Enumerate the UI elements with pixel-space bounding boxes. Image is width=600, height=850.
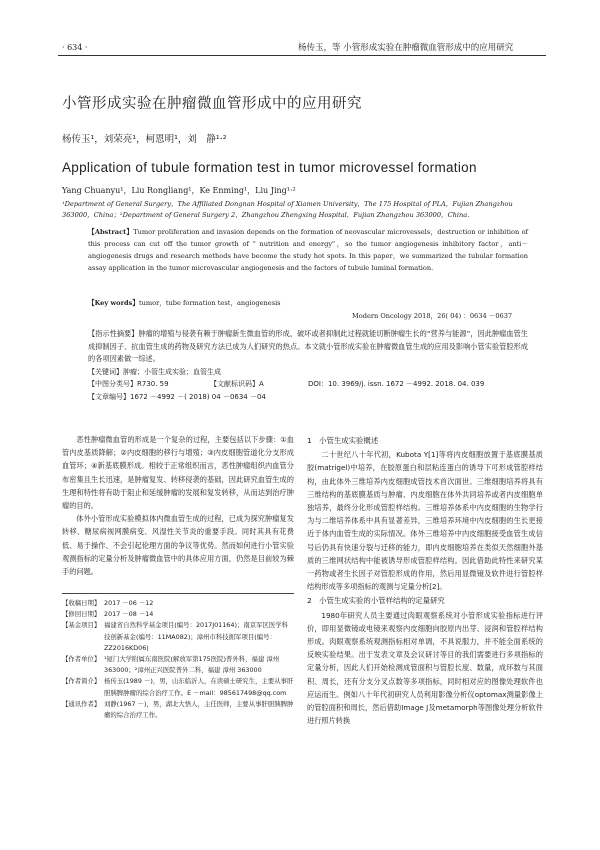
right-column — [307, 433, 543, 727]
article-number — [88, 391, 528, 404]
affiliations-en: ¹Department of General Surgery，The Affiliated Dongnan Hospital of Xiamen University，The 175 Hospital of PLA，Fujian Zhangzhou 363000，China；²Department of General Surgery 2，Zhangzhou Zhengxing Hospital，Fujian Zhangzhou 363000，China. — [62, 200, 513, 219]
authors-cn: 杨传玉¹，刘荣亮¹，柯恩明¹，刘 静¹·² — [62, 134, 227, 145]
footnote-label: 【收稿日期】 — [62, 599, 101, 607]
intro-paragraph: 体外小管形成实验模拟体内微血管生成的过程，已成为探究肿瘤复发转移、糖尿病视网膜病变、风湿性关节炎的重要手段。同时其具有花费低、易于操作、不会引起伦理方面的争议等优势。然而如何进行小管实验观测指标的定量分析及肿瘤微血管中的具体应用方面，仍然是目前较为棘手的问题。 — [62, 514, 294, 577]
footnote-value: 杨传玉(1989 －)，男，山东临沂人，在读硕士研究生，主要从事肝胆胰脾肿瘤的综合治疗工作。E －mail：985617498@qq.com — [104, 677, 294, 697]
abstract-en-label: 【Abstract】 — [88, 228, 134, 236]
section-1-text: 二十世纪八十年代初，Kubota Y[1]等将内皮细胞放置于基底膜基质胶(matrigel)中培养，在胶原蛋白和层粘连蛋白的诱导下可形成管腔样结构，由此体外三维培养内皮细胞成管技术首次面世。三维细胞培养将具有三维结构的基底膜基质与肿瘤、内皮细胞在体外共同培养或者内皮细胞单独培养，最终分化形成管腔样结构。三维培养体系中内皮细胞的生物学行为与二维培养体系中具有显著差异，三维培养环境中内皮细胞的生长更接近于体内血管生成的实际情况。体外三维培养中内皮细胞接受血管生成信号后仍具有快速分裂与迁移的能力，即内皮细胞培养在类似天然细胞外基质的三维网状结构中能被诱导形成管腔样结构。因此借助此特性来研究某一药物或者生长因子对管腔形成的作用，然后用显微镜及软件进行管腔样结构形成等多项指标的观测与定量分析[2]。 — [307, 450, 543, 592]
footnote-revised — [62, 609, 294, 620]
article-number-value: 1672 －4992 －( 2018) 04 －0634 －04 — [130, 392, 266, 401]
footnote-funding — [62, 620, 294, 654]
keywords-cn — [88, 366, 528, 379]
left-column — [62, 433, 294, 578]
footnotes — [62, 598, 294, 721]
section-2-heading: 2 小管生成实验的小管样结构的定量研究 — [307, 596, 445, 606]
doi-value: 10. 3969/j. issn. 1672 －4992. 2018. 04. 039 — [327, 380, 485, 389]
footnote-received — [62, 598, 294, 609]
journal-citation: Modern Oncology 2018，26( 04) ：0634 －0637 — [352, 312, 513, 320]
clc-code — [88, 378, 210, 391]
footnote-author-bio — [62, 676, 294, 698]
section-2-text: 1980年研究人员主要通过肉眼观察系统对小管形成实验指标进行评价，即用显微镜或电镜来观察内皮细胞向胶原内出芽、浸润和管腔样结构形成。肉眼观察系统观测指标相对单调，不具说服力，并不能全面系统的反映实验结果。出于发表文章及会议研讨等目的我们需要进行多项指标的定量分析，因此人们开始检测成管面积与管腔长度、数量，成环数与其面积、周长，还有分支分叉点数等多项指标，同时相对应的图像处理软件也应运而生。例如八十年代初研究人员利用影像分析仪optomax测量影像上的管腔面积和周长，然后借助Image J及metamorph等图像处理分析软件进行照片转换 — [307, 610, 543, 726]
section-1-heading: 1 小管生成实验概述 — [307, 436, 379, 445]
abstract-en — [88, 226, 528, 274]
footnote-value: ¹厦门大学附属东南医院(解放军第175医院)普外科，福建 漳州 363000；²漳州正兴医院普外二科，福建 漳州 363000 — [104, 655, 280, 675]
abstract-cn — [88, 328, 528, 404]
classification-row — [88, 378, 528, 391]
doc-code — [210, 378, 308, 391]
doc-label: 【文献标识码】 — [210, 380, 259, 389]
abstract-cn-text: 肿瘤的增殖与侵袭有赖于肿瘤新生微血管的形成，破坏或者抑制此过程就能切断肿瘤生长的“营养与能源”，因此肿瘤血管生成抑制因子、抗血管生成的药物及研究方法已成为人们研究的热点。本文就小管形成实验在肿瘤微血管生成的应用及影响小管实验管腔形成的各项因素做一综述。 — [88, 329, 528, 364]
footnote-divider — [62, 593, 294, 594]
doi — [308, 378, 484, 391]
running-title: 杨传玉，等 小管形成实验在肿瘤微血管形成中的应用研究 — [298, 43, 514, 53]
page-number: · 634 · — [62, 43, 88, 52]
keywords-cn-text: 肿瘤；小管生成实验；血管生成 — [123, 367, 221, 376]
clc-value: R730. 59 — [137, 380, 169, 389]
clc-label: 【中图分类号】 — [88, 380, 137, 389]
article-title-cn: 小管形成实验在肿瘤微血管形成中的应用研究 — [62, 96, 362, 112]
footnote-label: 【作者单位】 — [62, 655, 101, 664]
footnote-label: 【通讯作者】 — [62, 699, 101, 708]
header-divider — [58, 55, 546, 56]
footnote-value: 2017 －08 －14 — [104, 610, 154, 619]
footnote-label: 【基金项目】 — [62, 621, 101, 630]
article-number-label: 【文章编号】 — [88, 392, 130, 401]
footnote-label: 【作者简介】 — [62, 677, 101, 686]
footnote-affiliation — [62, 654, 294, 676]
doc-value: A — [259, 380, 264, 389]
keywords-cn-label: 【关键词】 — [88, 367, 123, 376]
abstract-cn-label: 【指示性摘要】 — [88, 329, 139, 338]
footnote-value: 2017 －06 －12 — [104, 599, 154, 607]
footnote-value: 刘静(1967 －)，男，湖北大悟人，主任医师，主要从事肝胆胰脾肿瘤的综合治疗工作。 — [104, 699, 294, 720]
keywords-en — [88, 297, 528, 307]
intro-paragraph: 恶性肿瘤微血管的形成是一个复杂的过程，主要包括以下步骤：①血管内皮基质降解；②内皮细胞的移行与增殖；③内皮细胞管道化分支形成血管环；④新基底膜形成。相较于正常组织而言，恶性肿瘤组织内血管分布密集且生长迅速，是肿瘤复发、转移侵袭的基础，因此研究血管生成的生理和特性将有助于阻止和延缓肿瘤的发展和复发转移，从而达到治疗肿瘤的目的。 — [62, 435, 294, 511]
keywords-en-text: tumor，tube formation test，angiogenesis — [138, 299, 281, 307]
footnote-label: 【修回日期】 — [62, 610, 101, 619]
footnote-value: 福建省自然科学基金项目(编号：2017J01164)；南京军区医学科技创新基金(编号：11MA082)；漳州市科技拥军项目(编号：ZZ2016KD06) — [104, 621, 289, 652]
footnote-corresponding — [62, 699, 294, 721]
abstract-en-text: Tumor proliferation and invasion depends on the formation of neovascular microvessels，destruction or inhibition of this process can cut off the tumor growth of " nutrition and energy"，so the tumor angiogenesis inhibitory factor，anti－angiogenesis drugs and research methods have become the study hot spots. In this paper，we summarized the tubular formation assay application in the tumor microvascular angiogenesis and the factors of tubule luminal formation. — [88, 228, 528, 272]
authors-en: Yang Chuanyu¹，Liu Rongliang¹，Ke Enming¹，Liu Jing¹·² — [62, 186, 296, 195]
doi-label: DOI： — [308, 380, 328, 389]
article-title-en: Application of tubule formation test in tumor microvessel formation — [62, 160, 477, 175]
keywords-en-label: 【Key words】 — [88, 299, 139, 307]
